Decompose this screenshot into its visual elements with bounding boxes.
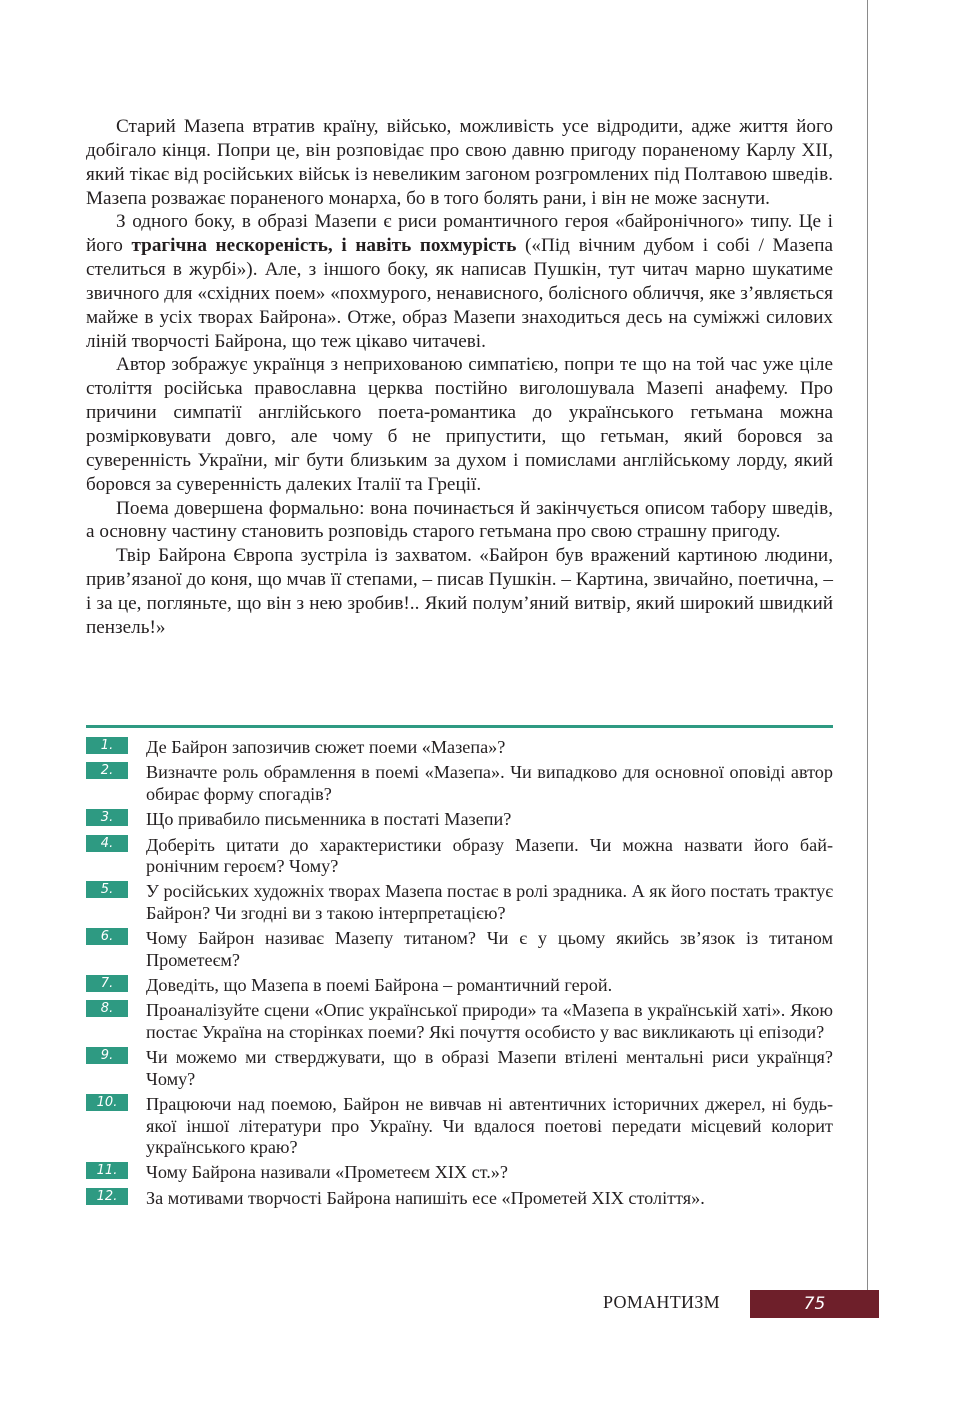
- question-text: Де Байрон запозичив сюжет поеми «Мазепа»?: [146, 737, 506, 757]
- question-number-badge: 9.: [86, 1047, 128, 1064]
- questions-list: [86, 737, 833, 1213]
- question-text: Працюючи над поемою, Байрон не вивчав ні автентичних історичних джерел, ні будь-якої іншої літератури про Україну. Чи вдалося поетові передати місцевий колорит українського краю?: [146, 1094, 833, 1157]
- question-item: [86, 762, 833, 805]
- question-number-badge: 2.: [86, 762, 128, 779]
- paragraph-2-start: З одного боку, в образі Мазепи є риси романтичного героя «байронічного» типу. Це і його: [86, 211, 833, 257]
- question-number-badge: 3.: [86, 809, 128, 826]
- paragraph-3: Автор зображує українця з неприхованою симпатією, попри те що на той час уже ціле століття російська православна церква постійно виголошувала Мазепі анафему. Про причини симпатії англійського поета-романтика до українського гетьмана можна розмірковувати довго, але чому б не припустити, що гетьман, який боровся за суверенність України, міг бути близьким за духом і помислами англійському лорду, який боровся за суверенність далеких Італії та Греції.: [86, 354, 833, 495]
- question-text: Визначте роль обрамлення в поемі «Мазепа». Чи випадково для основної оповіді автор обирає форму спогадів?: [146, 762, 833, 804]
- question-number-badge: 1.: [86, 737, 128, 754]
- question-item: [86, 737, 833, 758]
- question-number-badge: 4.: [86, 835, 128, 852]
- question-text: Доберіть цитати до характеристики образу Мазепи. Чи можна назвати його байронічним героєм? Чому?: [146, 834, 833, 877]
- question-item: [86, 835, 833, 878]
- question-item: [86, 881, 833, 924]
- question-text: За мотивами творчості Байрона напишіть есе «Прометей XIX століття».: [146, 1187, 705, 1208]
- question-item: [86, 928, 833, 971]
- question-number-badge: 5.: [86, 881, 128, 898]
- margin-rule: [867, 0, 868, 1296]
- question-text: У російських художніх творах Мазепа постає в ролі зрадника. А як його постать трактує Байрон? Чи згодні ви з такою інтерпретацією?: [146, 881, 833, 923]
- question-text: Проаналізуйте сцени «Опис української природи» та «Мазепа в українській хаті». Якою постає Україна на сторінках поеми? Які почуття особисто у вас викликають ці епізоди?: [146, 1000, 833, 1042]
- paragraph-1: Старий Мазепа втратив країну, військо, можливість усе відродити, адже життя його добігало кінця. Попри це, він розповідає про свою давню пригоду пораненому Карлу XII, який тікає від російських військ із невеликим загоном розгромлених під Полтавою шведів. Мазепа розважає пораненого монарха, бо в того болять рани, і він не може заснути.: [86, 116, 833, 209]
- question-number-badge: 10.: [86, 1094, 128, 1111]
- question-number-badge: 6.: [86, 928, 128, 945]
- question-number-badge: 8.: [86, 1000, 128, 1017]
- section-divider: [86, 725, 833, 728]
- question-number-badge: 11.: [86, 1162, 128, 1179]
- question-text: Чому Байрона називали «Прометеєм XIX ст.»?: [146, 1162, 508, 1183]
- footer-section-title: РОМАНТИЗМ: [603, 1292, 720, 1312]
- question-item: [86, 1047, 833, 1090]
- question-item: [86, 1094, 833, 1158]
- question-item: [86, 809, 833, 830]
- paragraph-4: Поема довершена формально: вона починається й закінчується описом табору шведів, а основну частину становить розповідь старого гетьмана про свою страшну пригоду.: [86, 497, 833, 543]
- question-text: Чи можемо ми стверджувати, що в образі Мазепи втілені ментальні риси українця? Чому?: [146, 1047, 833, 1089]
- question-text: Що привабило письменника в постаті Мазепи?: [146, 809, 512, 830]
- question-item: [86, 1162, 833, 1183]
- question-text: Чому Байрон називає Мазепу титаном? Чи є у цьому якийсь зв’язок із титаном Прометеєм?: [146, 928, 833, 970]
- question-item: [86, 975, 833, 996]
- paragraph-2-end: («Під вічним дубом і собі / Мазепа стелиться в журбі»). Але, з іншого боку, як написав Пушкін, тут читач марно шукатиме звичного для «східних поем» «похмурого, ненависного, болісного обличчя, яке з’являється майже в усіх творах Байрона». Отже, образ Мазепи знаходиться десь на суміжжі силових ліній творчості Байрона, що теж цікаво читачеві.: [86, 235, 833, 352]
- paragraph-2-bold: трагічна нескореність, і навіть похмурість: [131, 235, 517, 257]
- question-item: [86, 1188, 833, 1209]
- question-text: Доведіть, що Мазепа в поемі Байрона – романтичний герой.: [146, 975, 613, 996]
- main-text: [86, 115, 833, 640]
- page-number: 75: [750, 1290, 879, 1318]
- paragraph-2: [86, 210, 833, 353]
- question-number-badge: 12.: [86, 1188, 128, 1205]
- paragraph-5: Твір Байрона Європа зустріла із захватом. «Байрон був вражений картиною людини, прив’язаної до коня, що мчав її степами, – писав Пушкін. – Картина, звичайно, поетична, – і за це, погляньте, що він з нею зробив!.. Який полум’яний витвір, який широкий швидкий пензель!»: [86, 545, 833, 638]
- question-number-badge: 7.: [86, 975, 128, 992]
- question-item: [86, 1000, 833, 1043]
